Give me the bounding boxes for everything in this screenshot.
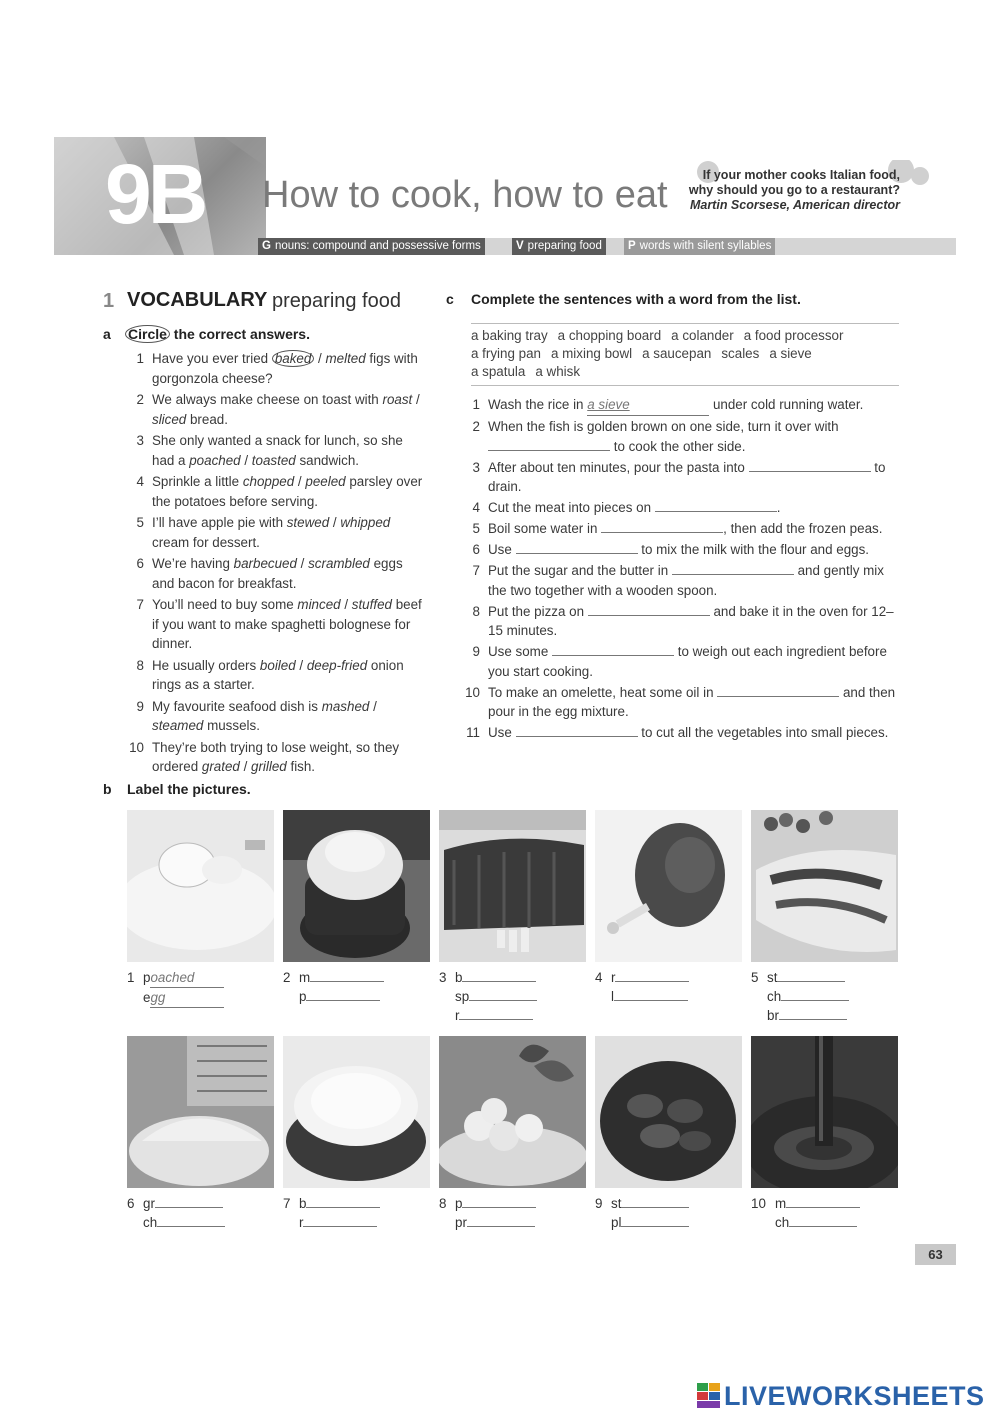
- label-answer-blank[interactable]: [459, 1019, 533, 1020]
- label-answer-blank[interactable]: [157, 1226, 225, 1227]
- word-list-line-1: [471, 327, 899, 345]
- unit-number: 9B: [105, 147, 205, 241]
- part-a-item: [118, 595, 428, 654]
- label-line: [127, 988, 277, 1008]
- label-prefix: gr: [143, 1196, 155, 1211]
- item-number: 9: [472, 644, 480, 659]
- item-number: 7: [472, 563, 480, 578]
- option-2[interactable]: sliced: [152, 411, 187, 427]
- label-line: [595, 968, 745, 987]
- label-line: [439, 968, 589, 987]
- page-number: 63: [915, 1244, 956, 1265]
- item-text: He usually orders boiled / deep-fried onion rings as a starter.: [152, 657, 404, 692]
- quote-author: Martin Scorsese, American director: [689, 198, 900, 212]
- answer-blank[interactable]: [516, 540, 638, 554]
- item-number: 4: [136, 474, 144, 489]
- label-answer-blank[interactable]: [303, 1226, 377, 1227]
- label-line: [595, 1194, 745, 1213]
- item-text: Use to cut all the vegetables into small pieces.: [488, 725, 889, 740]
- tag-vocabulary: V preparing food: [512, 238, 606, 255]
- item-number: 3: [136, 433, 144, 448]
- option-2[interactable]: steamed: [152, 718, 204, 733]
- answer-blank[interactable]: [749, 458, 871, 472]
- item-number: 11: [466, 725, 480, 740]
- part-c-item: [458, 683, 903, 722]
- item-number: 8: [472, 603, 480, 619]
- item-number: 9: [136, 698, 144, 714]
- picture-peeled-prawns: [439, 1036, 586, 1188]
- word-list-item: a saucepan: [642, 346, 712, 361]
- part-c-item: [458, 417, 903, 456]
- item-text: They’re both trying to lose weight, so they ordered grated / grilled fish.: [152, 739, 400, 774]
- picture-label: [595, 968, 745, 1006]
- part-a-item: [118, 738, 428, 777]
- word-list-item: a spatula: [471, 364, 526, 379]
- item-text: Sprinkle a little chopped / peeled parsley over the potatoes before serving.: [152, 474, 423, 509]
- label-line: [439, 987, 589, 1006]
- part-c-item: [458, 519, 903, 539]
- item-number: 6: [472, 542, 480, 557]
- answer-blank[interactable]: [672, 561, 794, 575]
- word-list-item: a mixing bowl: [550, 346, 633, 361]
- answer-blank[interactable]: [601, 519, 723, 533]
- label-prefix: r: [611, 970, 616, 985]
- word-list-item: a whisk: [535, 364, 581, 379]
- label-line: [283, 1213, 433, 1232]
- label-answer-blank[interactable]: [781, 1000, 849, 1001]
- label-answer-blank[interactable]: [786, 1207, 860, 1208]
- picture-label: [283, 968, 433, 1006]
- answer-blank[interactable]: [552, 642, 674, 656]
- label-line: [751, 968, 901, 987]
- label-line: [595, 987, 745, 1006]
- option-1[interactable]: poached: [189, 452, 241, 468]
- item-text: We’re having barbecued / scrambled eggs and bacon for breakfast.: [152, 556, 403, 591]
- part-c-letter: c: [446, 291, 454, 307]
- word-list-item: a food processor: [743, 328, 844, 343]
- label-prefix: b: [299, 1196, 307, 1211]
- label-prefix: b: [455, 970, 463, 985]
- option-2[interactable]: toasted: [251, 452, 296, 468]
- item-text: To make an omelette, heat some oil in and then pour in the egg mixture.: [488, 684, 896, 719]
- item-number: 2: [472, 419, 480, 434]
- label-answer-blank[interactable]: [614, 1000, 688, 1001]
- quote-line-1: If your mother cooks Italian food,: [702, 168, 900, 182]
- item-text: We always make cheese on toast with roast / sliced bread.: [152, 392, 420, 427]
- label-answer-blank[interactable]: [615, 981, 689, 982]
- option-1[interactable]: grated: [201, 759, 240, 774]
- item-number: 1: [136, 351, 144, 366]
- part-a-item: [118, 656, 428, 695]
- label-prefix: m: [775, 1196, 787, 1211]
- option-2[interactable]: stuffed: [351, 597, 392, 612]
- option-2[interactable]: deep-fried: [306, 657, 368, 673]
- label-answer-blank[interactable]: [469, 1000, 537, 1001]
- picture-melted-chocolate: [751, 1036, 898, 1188]
- picture-number: 8: [439, 1196, 447, 1211]
- label-prefix: r: [455, 1008, 460, 1023]
- item-number: 10: [129, 739, 144, 755]
- part-c-item: [458, 540, 903, 560]
- option-1[interactable]: minced: [297, 597, 341, 612]
- label-line: [127, 1213, 277, 1232]
- page-title: How to cook, how to eat: [262, 174, 668, 216]
- label-prefix: pl: [611, 1215, 622, 1230]
- picture-stewed-plums: [595, 1036, 742, 1188]
- picture-label: [127, 968, 277, 1008]
- answer-text: a sieve: [587, 397, 630, 412]
- label-line: [751, 1006, 901, 1025]
- item-text: Wash the rice in a sieve under cold running water.: [488, 395, 903, 416]
- label-line: [439, 1213, 589, 1232]
- word-list-item: a colander: [671, 328, 734, 343]
- picture-number: 3: [439, 970, 447, 985]
- part-a-letter: a: [103, 326, 111, 342]
- part-c-item: [458, 458, 903, 497]
- answer-blank[interactable]: [516, 723, 638, 737]
- label-prefix: m: [299, 970, 311, 985]
- part-a-item: [118, 390, 428, 429]
- picture-label: [439, 968, 589, 1025]
- item-text: I’ll have apple pie with stewed / whipped cream for dessert.: [152, 515, 391, 550]
- option-2[interactable]: melted: [325, 351, 366, 366]
- label-answer-blank[interactable]: [779, 1019, 847, 1020]
- label-prefix: sp: [455, 989, 470, 1004]
- item-text: When the fish is golden brown on one side, turn it over with to cook the other side.: [488, 419, 839, 454]
- picture-barbecued-ribs: [439, 810, 586, 962]
- label-answer-blank[interactable]: [621, 1207, 689, 1208]
- option-1[interactable]: mashed: [321, 698, 370, 714]
- part-c-item: [458, 602, 903, 641]
- part-c-item: [458, 561, 903, 600]
- label-answer: gg: [150, 990, 166, 1005]
- option-1[interactable]: roast: [382, 392, 413, 407]
- item-number: 10: [465, 684, 480, 700]
- option-2[interactable]: peeled: [305, 474, 346, 489]
- label-answer-blank[interactable]: [789, 1226, 857, 1227]
- item-number: 3: [472, 459, 480, 475]
- part-a-list: [118, 349, 428, 779]
- label-line: [439, 1194, 589, 1213]
- label-answer-blank[interactable]: [155, 1207, 223, 1208]
- label-answer-blank[interactable]: [306, 1000, 380, 1001]
- item-text: Boil some water in , then add the frozen peas.: [488, 521, 883, 536]
- label-line: [439, 1006, 589, 1025]
- item-number: 8: [136, 657, 144, 673]
- picture-label: [283, 1194, 433, 1232]
- option-1[interactable]: boiled: [259, 657, 296, 673]
- label-prefix: ch: [775, 1215, 790, 1230]
- item-number: 5: [472, 521, 480, 536]
- part-b-letter: b: [103, 781, 112, 797]
- picture-label: [439, 1194, 589, 1232]
- answer-blank[interactable]: [655, 498, 777, 512]
- section-number: 1: [103, 290, 115, 312]
- word-list-item: a sieve: [769, 346, 812, 361]
- option-1[interactable]: chopped: [242, 474, 295, 489]
- picture-mashed-potatoes: [283, 810, 430, 962]
- picture-number: 9: [595, 1196, 603, 1211]
- part-a-item: [118, 431, 428, 470]
- label-prefix: st: [767, 970, 778, 985]
- picture-stuffed-chicken-breast: [751, 810, 898, 962]
- part-a-item: [118, 349, 428, 388]
- quote-line-2: why should you go to a restaurant?: [688, 183, 900, 197]
- item-text: Cut the meat into pieces on .: [488, 500, 781, 515]
- item-text: Put the pizza on and bake it in the oven for 12–15 minutes.: [488, 603, 894, 638]
- part-a-item: [118, 697, 428, 736]
- picture-label: [127, 1194, 277, 1232]
- tag-grammar: G nouns: compound and possessive forms: [258, 238, 485, 255]
- answer-blank[interactable]: [588, 602, 710, 616]
- option-1[interactable]: barbecued: [233, 556, 297, 571]
- label-line: [283, 968, 433, 987]
- label-answer-blank[interactable]: [467, 1226, 535, 1227]
- label-prefix: st: [611, 1196, 622, 1211]
- picture-label: [751, 1194, 901, 1232]
- liveworksheets-logo-icon: [697, 1383, 721, 1409]
- picture-roast-lamb: [595, 810, 742, 962]
- picture-grated-cheese: [127, 1036, 274, 1188]
- word-list-line-3: [471, 363, 899, 381]
- label-prefix: ch: [143, 1215, 158, 1230]
- part-c-item: [458, 395, 903, 416]
- word-list-item: scales: [721, 346, 760, 361]
- section-title: VOCABULARY: [127, 289, 268, 311]
- part-c-list: [458, 395, 903, 744]
- part-c-instruction: Complete the sentences with a word from the list.: [471, 291, 801, 307]
- item-number: 7: [136, 597, 144, 612]
- label-line: [751, 987, 901, 1006]
- picture-poached-egg: [127, 810, 274, 962]
- picture-label: [595, 1194, 745, 1232]
- section-subtitle: preparing food: [272, 290, 401, 312]
- item-number: 1: [472, 397, 480, 412]
- label-prefix: r: [299, 1215, 304, 1230]
- part-a-instruction: Circle the correct answers.: [125, 326, 310, 342]
- item-text: Use to mix the milk with the flour and eggs.: [488, 542, 870, 557]
- item-text: You’ll need to buy some minced / stuffed beef if you want to make spaghetti bolognese for dinner.: [152, 597, 422, 651]
- label-prefix: p: [455, 1196, 463, 1211]
- label-answer: oached: [150, 970, 195, 985]
- label-line: [595, 1213, 745, 1232]
- item-text: Use some to weigh out each ingredient before you start cooking.: [488, 644, 887, 679]
- label-line: [283, 987, 433, 1006]
- label-answer-blank[interactable]: [150, 968, 224, 988]
- label-prefix: p: [143, 970, 151, 985]
- picture-number: 10: [751, 1196, 766, 1211]
- picture-number: 7: [283, 1196, 291, 1211]
- option-2[interactable]: scrambled: [308, 556, 370, 571]
- picture-label: [751, 968, 901, 1025]
- picture-number: 6: [127, 1196, 135, 1211]
- part-a-item: [118, 472, 428, 511]
- option-2[interactable]: whipped: [340, 515, 391, 530]
- label-prefix: l: [611, 989, 614, 1004]
- option-2[interactable]: grilled: [251, 759, 287, 774]
- answer-blank[interactable]: [488, 437, 610, 451]
- label-answer-blank[interactable]: [310, 981, 384, 982]
- label-answer-blank[interactable]: [306, 1207, 380, 1208]
- word-list: [471, 323, 899, 386]
- label-line: [127, 1194, 277, 1213]
- quote: [660, 168, 900, 213]
- word-list-item: a chopping board: [557, 328, 662, 343]
- label-answer-blank[interactable]: [150, 988, 224, 1008]
- picture-number: 2: [283, 970, 291, 985]
- label-prefix: e: [143, 990, 151, 1005]
- answer-blank[interactable]: [587, 395, 709, 416]
- label-prefix: ch: [767, 989, 782, 1004]
- label-answer-blank[interactable]: [462, 1207, 536, 1208]
- picture-number: 1: [127, 970, 135, 985]
- item-text: After about ten minutes, pour the pasta into to drain.: [488, 459, 886, 494]
- part-a-item: [118, 513, 428, 552]
- label-answer-blank[interactable]: [777, 981, 845, 982]
- item-text: She only wanted a snack for lunch, so she had a poached / toasted sandwich.: [152, 433, 403, 468]
- liveworksheets-logo: LIVEWORKSHEETS: [724, 1381, 985, 1411]
- picture-number: 5: [751, 970, 759, 985]
- item-text: Have you ever tried baked / melted figs with gorgonzola cheese?: [152, 351, 418, 386]
- part-c-item: [458, 642, 903, 681]
- label-prefix: br: [767, 1008, 779, 1023]
- item-number: 6: [136, 556, 144, 571]
- label-line: [127, 968, 277, 988]
- label-answer-blank[interactable]: [462, 981, 536, 982]
- option-1[interactable]: stewed: [286, 515, 330, 530]
- part-b-instruction: Label the pictures.: [127, 781, 251, 797]
- label-prefix: p: [299, 989, 307, 1004]
- label-prefix: pr: [455, 1215, 467, 1230]
- label-answer-blank[interactable]: [621, 1226, 689, 1227]
- label-line: [751, 1213, 901, 1232]
- word-list-line-2: [471, 345, 899, 363]
- part-a-item: [118, 554, 428, 593]
- option-1[interactable]: baked: [272, 350, 314, 367]
- item-number: 4: [472, 500, 480, 515]
- circle-word: Circle: [125, 325, 170, 343]
- picture-boiled-rice: [283, 1036, 430, 1188]
- answer-blank[interactable]: [717, 683, 839, 697]
- label-line: [751, 1194, 901, 1213]
- item-text: My favourite seafood dish is mashed / steamed mussels.: [152, 698, 377, 733]
- picture-number: 4: [595, 970, 603, 985]
- word-list-item: a frying pan: [471, 346, 541, 361]
- item-number: 5: [136, 515, 144, 530]
- item-number: 2: [136, 392, 144, 407]
- part-c-item: [458, 723, 903, 743]
- word-list-item: a baking tray: [471, 328, 548, 343]
- tag-pronunciation: P words with silent syllables: [624, 238, 775, 255]
- part-c-item: [458, 498, 903, 518]
- label-line: [283, 1194, 433, 1213]
- item-text: Put the sugar and the butter in and gently mix the two together with a wooden spoon.: [488, 563, 884, 598]
